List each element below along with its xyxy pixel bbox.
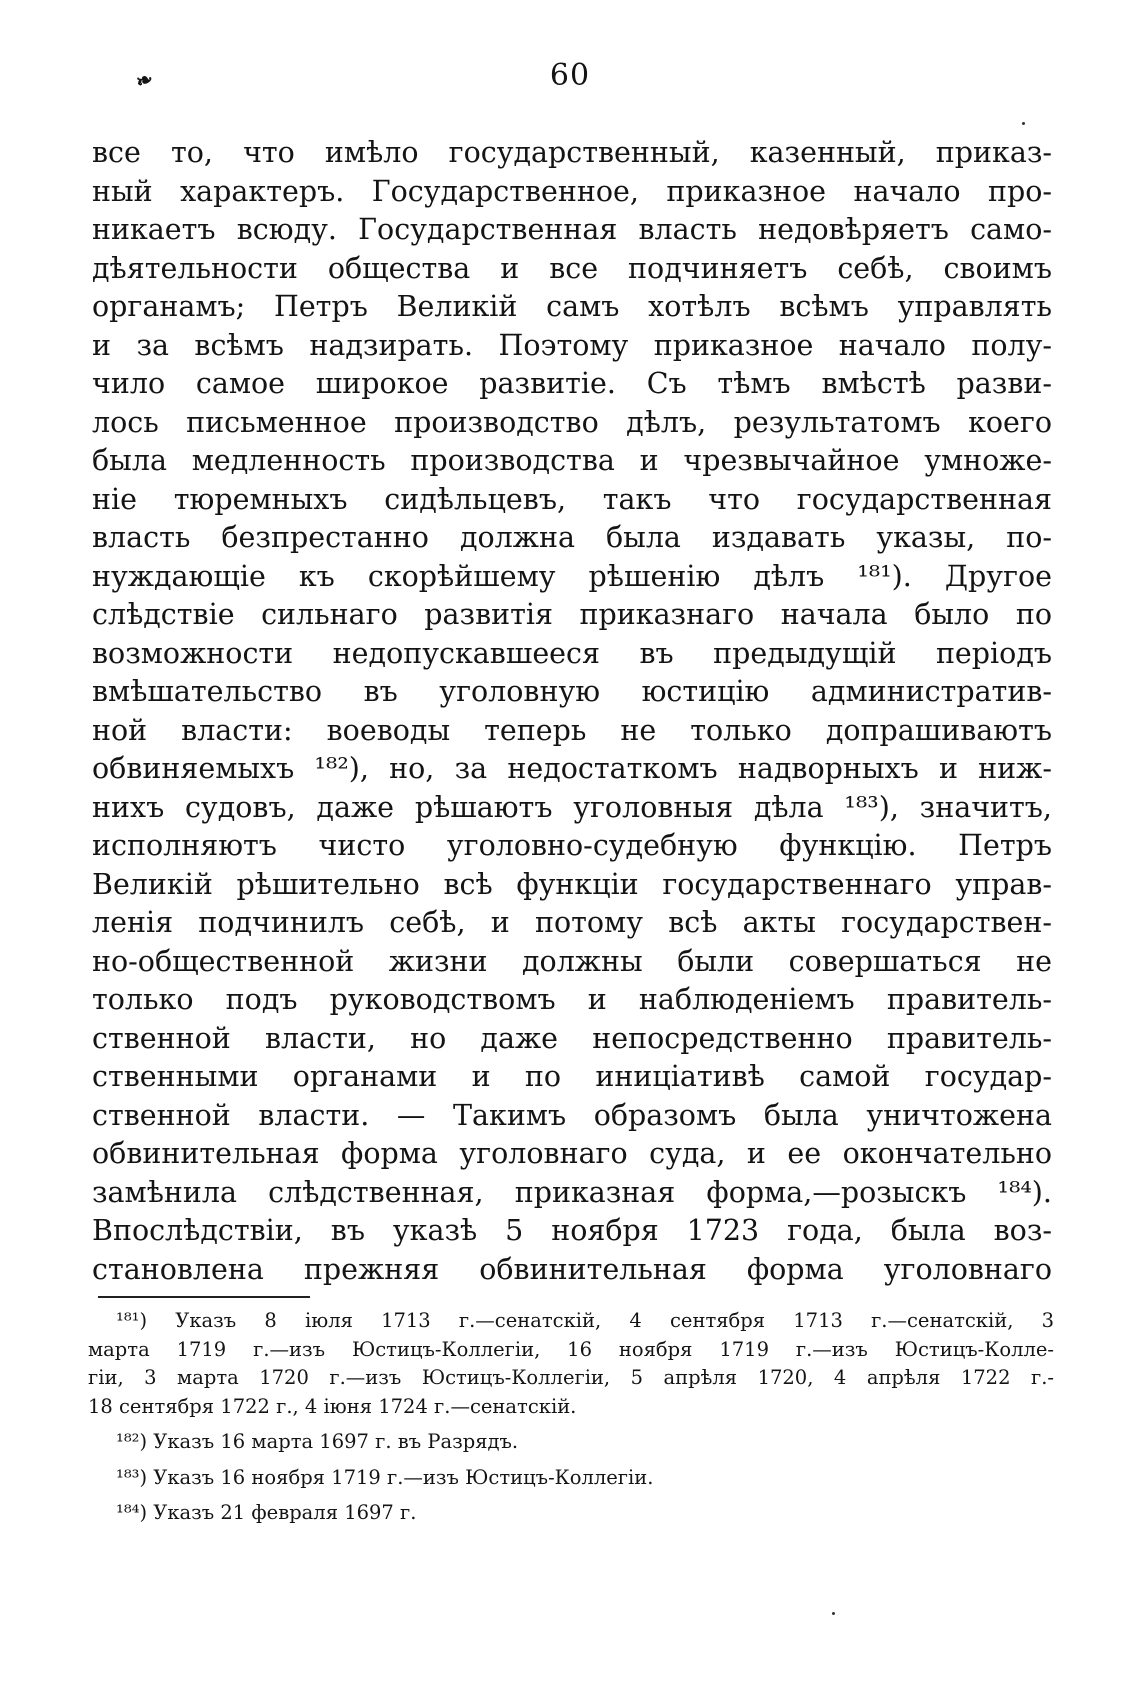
page-number: 60 [549, 58, 591, 93]
text-line: ніе тюремныхъ сидѣльцевъ, такъ что государственная [92, 482, 1052, 516]
text-line: ственными органами и по иниціативѣ самой государ- [92, 1060, 1052, 1093]
footnote-line: гіи, 3 марта 1720 г.—изъ Юстицъ-Коллегіи, 5 апрѣля 1720, 4 апрѣля 1722 г.- [88, 1366, 1054, 1389]
text-line: но-общественной жизни должны были совершаться не [92, 944, 1052, 978]
text-line: исполняютъ чисто уголовно-судебную функцію. Петръ [92, 829, 1052, 862]
footnote-line: ¹⁸²) Указъ 16 марта 1697 г. въ Разрядъ. [116, 1430, 519, 1453]
text-line: чило самое широкое развитіе. Съ тѣмъ вмѣстѣ разви- [92, 367, 1052, 400]
footnote-line: 18 сентября 1722 г., 4 іюня 1724 г.—сенатскій. [88, 1394, 577, 1418]
text-line: нихъ судовъ, даже рѣшаютъ уголовныя дѣла ¹⁸³), значитъ, [92, 790, 1052, 824]
footnote-line: ¹⁸⁴) Указъ 21 февраля 1697 г. [116, 1501, 417, 1524]
footnote-line: марта 1719 г.—изъ Юстицъ-Коллегіи, 16 ноября 1719 г.—изъ Юстицъ-Колле- [88, 1337, 1054, 1361]
text-line: ственной власти, но даже непосредственно правитель- [92, 1021, 1052, 1055]
text-line: замѣнила слѣдственная, приказная форма,—розыскъ ¹⁸⁴). [92, 1175, 1052, 1209]
text-line: и за всѣмъ надзирать. Поэтому приказное начало полу- [92, 328, 1052, 362]
footnotes [88, 1307, 1054, 1528]
footnote [88, 1428, 1054, 1457]
footnote-divider [98, 1296, 310, 1298]
text-line: ленія подчинилъ себѣ, и потому всѣ акты государствен- [92, 906, 1052, 939]
footnote [88, 1499, 1054, 1528]
text-line: нуждающіе къ скорѣйшему рѣшенію дѣлъ ¹⁸¹). Другое [92, 559, 1052, 593]
text-line: дѣятельности общества и все подчиняетъ себѣ, своимъ [92, 251, 1052, 285]
text-line: возможности недопускавшееся въ предыдущій періодъ [92, 636, 1052, 670]
text-line: была медленность производства и чрезвычайное умноже- [92, 444, 1052, 477]
text-line: никаетъ всюду. Государственная власть недовѣряетъ само- [92, 213, 1052, 246]
text-line: власть безпрестанно должна была издавать указы, по- [92, 521, 1052, 554]
corner-ornament-icon: ❧ [132, 65, 157, 95]
footnote-line: ¹⁸³) Указъ 16 ноября 1719 г.—изъ Юстицъ-Коллегіи. [116, 1465, 654, 1489]
scan-speck [832, 1612, 835, 1615]
text-line: ственной власти. — Такимъ образомъ была уничтожена [92, 1098, 1052, 1132]
footnote [88, 1464, 1054, 1493]
text-line: лось письменное производство дѣлъ, результатомъ коего [92, 405, 1052, 439]
text-line: органамъ; Петръ Великій самъ хотѣлъ всѣмъ управлять [92, 290, 1052, 323]
text-line: становлена прежняя обвинительная форма уголовнаго [92, 1252, 1052, 1286]
text-line: обвинительная форма уголовнаго суда, и ее окончательно [92, 1137, 1052, 1170]
text-line: только подъ руководствомъ и наблюденіемъ правитель- [92, 983, 1052, 1016]
footnote-line: ¹⁸¹) Указъ 8 іюля 1713 г.—сенатскій, 4 сентября 1713 г.—сенатскій, 3 [116, 1309, 1054, 1332]
footnote [88, 1307, 1054, 1421]
text-line: обвиняемыхъ ¹⁸²), но, за недостаткомъ надворныхъ и ниж- [92, 752, 1052, 785]
scan-speck [1022, 122, 1025, 125]
text-line: ной власти: воеводы теперь не только допрашиваютъ [92, 713, 1052, 747]
text-line: слѣдствіе сильнаго развитія приказнаго начала было по [92, 598, 1052, 631]
text-line: все то, что имѣло государственный, казенный, приказ- [92, 136, 1052, 169]
main-text [92, 134, 1052, 1289]
text-line: Впослѣдствіи, въ указѣ 5 ноября 1723 года, была воз- [92, 1214, 1052, 1247]
text-line: Великій рѣшительно всѣ функціи государственнаго управ- [92, 867, 1052, 901]
text-line: вмѣшательство въ уголовную юстицію административ- [92, 675, 1052, 708]
text-line: ный характеръ. Государственное, приказное начало про- [92, 174, 1052, 208]
